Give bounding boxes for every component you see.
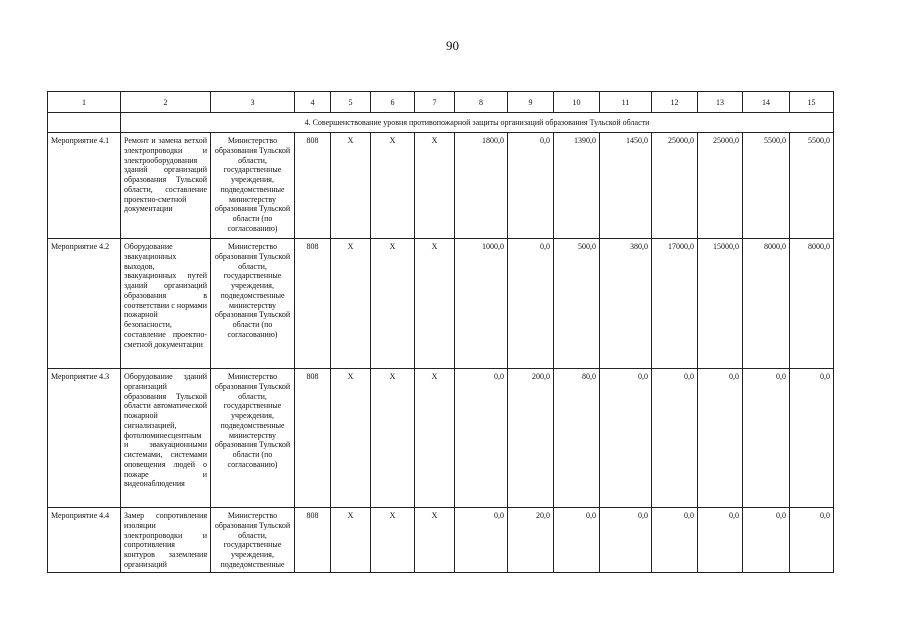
measure-description: Ремонт и замена ветхой электропроводки и электрооборудования зданий организаций образования Тульской области, составление проектно-сметной документации [121,133,211,239]
table-row [48,133,834,239]
measure-description: Оборудование зданий организаций образования Тульской области автоматической пожарной сигнализацией, фотолюминесцентным и эвакуационными системами, системами оповещения людей о пожаре и видеонаблюдения [121,369,211,508]
value-cell: 0,0 [698,508,743,573]
responsible-executor: Министерство образования Тульской области, государственные учреждения, подведомственные министерству образования Тульской области (по согласованию) [211,239,295,369]
value-cell: 25000,0 [698,133,743,239]
value-cell: 80,0 [554,369,600,508]
value-cell: 0,0 [455,369,508,508]
mark-cell: X [415,133,455,239]
section-row [48,113,834,133]
value-cell: 0,0 [508,133,554,239]
measure-name: Мероприятие 4.1 [48,133,121,239]
responsible-executor: Министерство образования Тульской области, государственные учреждения, подведомственные [211,508,295,573]
value-cell: 0,0 [698,369,743,508]
value-cell: 1390,0 [554,133,600,239]
value-cell: 0,0 [652,508,698,573]
mark-cell: X [331,369,371,508]
value-cell: 25000,0 [652,133,698,239]
value-cell: 200,0 [508,369,554,508]
mark-cell: X [415,369,455,508]
responsible-executor: Министерство образования Тульской области, государственные учреждения, подведомственные министерству образования Тульской области (по согласованию) [211,369,295,508]
header-cell: 9 [508,92,554,113]
value-cell: 1000,0 [455,239,508,369]
value-cell: 17000,0 [652,239,698,369]
header-row [48,92,834,113]
header-cell: 1 [48,92,121,113]
mark-cell: X [371,508,415,573]
value-cell: 0,0 [743,369,790,508]
header-cell: 2 [121,92,211,113]
value-cell: 380,0 [600,239,652,369]
value-cell: 8000,0 [743,239,790,369]
value-cell: 15000,0 [698,239,743,369]
code-cell: 808 [295,369,331,508]
header-cell: 10 [554,92,600,113]
section-title: 4. Совершенствование уровня противопожарной защиты организаций образования Тульской области [121,113,834,133]
table-row [48,508,834,573]
measure-name: Мероприятие 4.2 [48,239,121,369]
value-cell: 0,0 [743,508,790,573]
header-cell: 14 [743,92,790,113]
value-cell: 0,0 [600,369,652,508]
program-table [47,91,834,573]
value-cell: 0,0 [554,508,600,573]
value-cell: 1450,0 [600,133,652,239]
value-cell: 0,0 [508,239,554,369]
mark-cell: X [371,239,415,369]
mark-cell: X [415,508,455,573]
value-cell: 8000,0 [790,239,834,369]
mark-cell: X [371,369,415,508]
code-cell: 808 [295,133,331,239]
measure-name: Мероприятие 4.3 [48,369,121,508]
mark-cell: X [331,239,371,369]
mark-cell: X [371,133,415,239]
mark-cell: X [331,133,371,239]
code-cell: 808 [295,239,331,369]
header-cell: 15 [790,92,834,113]
table-row [48,369,834,508]
header-cell: 7 [415,92,455,113]
header-cell: 13 [698,92,743,113]
measure-description: Оборудование эвакуационных выходов, эвакуационных путей зданий организаций образования в соответствии с нормами пожарной безопасности, составление проектно-сметной документации [121,239,211,369]
value-cell: 5500,0 [790,133,834,239]
mark-cell: X [331,508,371,573]
header-cell: 4 [295,92,331,113]
table-row [48,239,834,369]
value-cell: 500,0 [554,239,600,369]
value-cell: 0,0 [652,369,698,508]
header-cell: 11 [600,92,652,113]
value-cell: 0,0 [790,369,834,508]
header-cell: 6 [371,92,415,113]
mark-cell: X [415,239,455,369]
header-cell: 3 [211,92,295,113]
page-number: 90 [446,38,459,53]
value-cell: 0,0 [455,508,508,573]
measure-name: Мероприятие 4.4 [48,508,121,573]
header-cell: 12 [652,92,698,113]
value-cell: 20,0 [508,508,554,573]
header-cell: 5 [331,92,371,113]
measure-description: Замер сопротивления изоляции электропроводки и сопротивления контуров заземления организаций [121,508,211,573]
header-cell: 8 [455,92,508,113]
code-cell: 808 [295,508,331,573]
value-cell: 5500,0 [743,133,790,239]
value-cell: 0,0 [790,508,834,573]
value-cell: 1800,0 [455,133,508,239]
value-cell: 0,0 [600,508,652,573]
responsible-executor: Министерство образования Тульской области, государственные учреждения, подведомственные министерству образования Тульской области (по согласованию) [211,133,295,239]
